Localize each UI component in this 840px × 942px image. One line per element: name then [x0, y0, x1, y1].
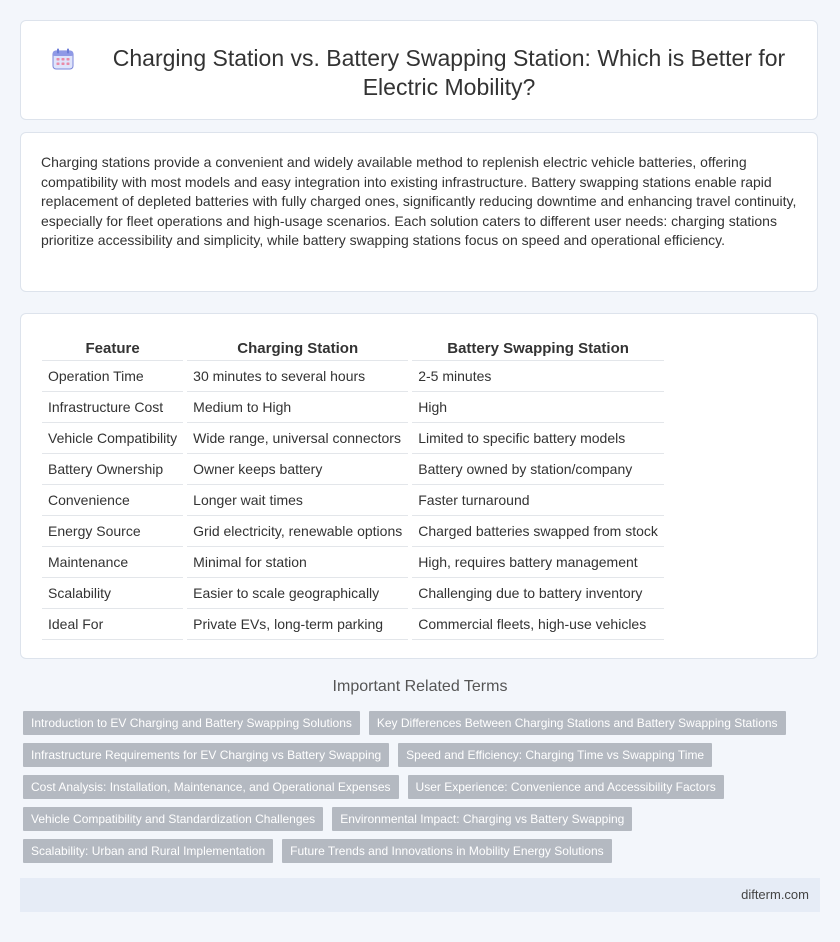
related-term-link[interactable]: User Experience: Convenience and Accessibility Factors	[408, 775, 724, 799]
row-feature: Scalability	[42, 578, 183, 609]
header-charging-station: Charging Station	[187, 332, 408, 361]
related-term-link[interactable]: Key Differences Between Charging Stations and Battery Swapping Stations	[369, 711, 786, 735]
header-battery-swapping-station: Battery Swapping Station	[412, 332, 664, 361]
summary-card	[20, 132, 818, 292]
related-terms-heading: Important Related Terms	[332, 678, 508, 695]
row-feature: Maintenance	[42, 547, 183, 578]
row-charging-value: Wide range, universal connectors	[187, 423, 408, 454]
row-swapping-value: Charged batteries swapped from stock	[412, 516, 664, 547]
row-swapping-value: Battery owned by station/company	[412, 454, 664, 485]
table-row	[42, 485, 664, 516]
row-swapping-value: Commercial fleets, high-use vehicles	[412, 609, 664, 640]
related-term-link[interactable]: Scalability: Urban and Rural Implementation	[23, 839, 273, 863]
row-feature: Ideal For	[42, 609, 183, 640]
row-swapping-value: High, requires battery management	[412, 547, 664, 578]
header-feature: Feature	[42, 332, 183, 361]
row-charging-value: Easier to scale geographically	[187, 578, 408, 609]
table-row	[42, 547, 664, 578]
related-term-link[interactable]: Future Trends and Innovations in Mobility Energy Solutions	[282, 839, 612, 863]
row-charging-value: Grid electricity, renewable options	[187, 516, 408, 547]
related-term-link[interactable]: Vehicle Compatibility and Standardization Challenges	[23, 807, 323, 831]
table-row	[42, 454, 664, 485]
related-term-link[interactable]: Introduction to EV Charging and Battery Swapping Solutions	[23, 711, 360, 735]
table-row	[42, 516, 664, 547]
related-term-link[interactable]: Infrastructure Requirements for EV Charging vs Battery Swapping	[23, 743, 389, 767]
row-feature: Energy Source	[42, 516, 183, 547]
row-charging-value: Owner keeps battery	[187, 454, 408, 485]
row-charging-value: 30 minutes to several hours	[187, 361, 408, 392]
row-swapping-value: Challenging due to battery inventory	[412, 578, 664, 609]
row-charging-value: Private EVs, long-term parking	[187, 609, 408, 640]
table-row	[42, 609, 664, 640]
row-swapping-value: 2-5 minutes	[412, 361, 664, 392]
comparison-table	[38, 332, 668, 640]
row-feature: Convenience	[42, 485, 183, 516]
table-header-row	[42, 332, 664, 361]
row-charging-value: Medium to High	[187, 392, 408, 423]
calendar-grid-icon	[52, 48, 74, 70]
summary-text: Charging stations provide a convenient and widely available method to replenish electric vehicle batteries, offering compatibility with most models and easy integration into existing infrastructure. Battery swapping stations enable rapid replacement of depleted batteries with fully charged ones, significantly reducing downtime and enhancing travel continuity, especially for fleet operations and high-usage scenarios. Each solution caters to different user needs: charging stations prioritize accessibility and simplicity, while battery swapping stations focus on speed and operational efficiency.	[41, 154, 797, 248]
row-swapping-value: High	[412, 392, 664, 423]
footer	[20, 878, 820, 912]
page-title: Charging Station vs. Battery Swapping Station: Which is Better for Electric Mobility?	[112, 45, 786, 100]
table-row	[42, 392, 664, 423]
related-term-link[interactable]: Speed and Efficiency: Charging Time vs Swapping Time	[398, 743, 712, 767]
table-row	[42, 578, 664, 609]
table-row	[42, 361, 664, 392]
table-row	[42, 423, 664, 454]
comparison-table-card	[20, 313, 818, 659]
row-feature: Infrastructure Cost	[42, 392, 183, 423]
row-feature: Operation Time	[42, 361, 183, 392]
related-term-link[interactable]: Cost Analysis: Installation, Maintenance, and Operational Expenses	[23, 775, 399, 799]
related-term-link[interactable]: Environmental Impact: Charging vs Battery Swapping	[332, 807, 632, 831]
row-swapping-value: Limited to specific battery models	[412, 423, 664, 454]
row-feature: Vehicle Compatibility	[42, 423, 183, 454]
footer-site-link[interactable]: difterm.com	[741, 887, 809, 902]
related-terms-list	[23, 711, 813, 863]
row-charging-value: Longer wait times	[187, 485, 408, 516]
row-feature: Battery Ownership	[42, 454, 183, 485]
header-card	[20, 20, 818, 120]
row-swapping-value: Faster turnaround	[412, 485, 664, 516]
row-charging-value: Minimal for station	[187, 547, 408, 578]
